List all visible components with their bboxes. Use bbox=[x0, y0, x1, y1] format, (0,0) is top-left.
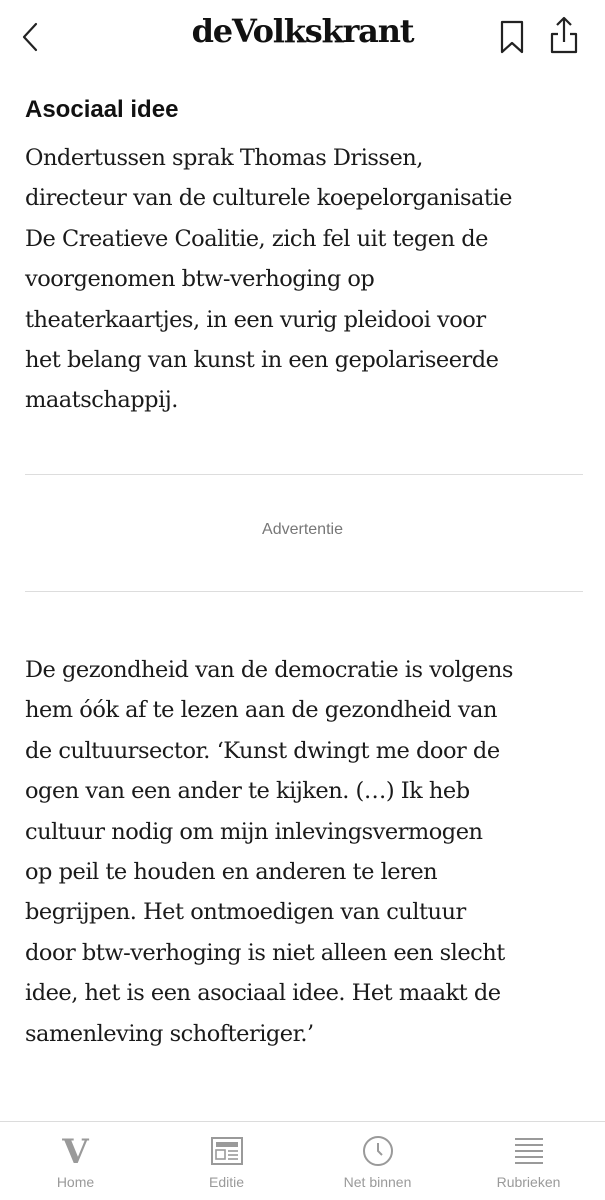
paragraph-line: begrijpen. Het ontmoedigen van cultuur bbox=[25, 899, 466, 926]
bottom-tab-bar bbox=[0, 1121, 605, 1200]
paragraph-line: samenleving schofteriger.’ bbox=[25, 1020, 314, 1047]
bookmark-icon bbox=[494, 16, 530, 56]
paragraph-line: Ondertussen sprak Thomas Drissen, bbox=[25, 145, 423, 171]
paragraph-line: directeur van de culturele koepelorganisatie bbox=[25, 185, 512, 212]
paragraph-line: het belang van kunst in een gepolariseerde bbox=[25, 347, 499, 374]
section-heading: Asociaal idee bbox=[25, 96, 179, 123]
list-icon bbox=[509, 1134, 549, 1168]
tab-rubrieken[interactable] bbox=[453, 1122, 604, 1200]
newspaper-icon bbox=[207, 1134, 247, 1168]
paragraph-line: door btw-verhoging is niet alleen een slecht bbox=[25, 939, 505, 966]
app-logo: deVolkskrant bbox=[191, 12, 414, 50]
paragraph-line: maatschappij. bbox=[25, 387, 178, 414]
paragraph-line: De gezondheid van de democratie is volgens bbox=[25, 657, 513, 683]
article-paragraph-2 bbox=[25, 650, 595, 1054]
tab-editie-label: Editie bbox=[208, 1174, 245, 1190]
paragraph-line: de cultuursector. ‘Kunst dwingt me door de bbox=[25, 737, 500, 764]
paragraph-line: cultuur nodig om mijn inlevingsvermogen bbox=[25, 818, 483, 845]
paragraph-line: hem óók af te lezen aan de gezondheid van bbox=[25, 697, 497, 724]
paragraph-line: ogen van een ander te kijken. (…) Ik heb bbox=[25, 778, 470, 805]
ad-divider-top bbox=[25, 474, 583, 475]
ad-divider-bottom bbox=[25, 591, 583, 592]
tab-editie[interactable] bbox=[151, 1122, 302, 1200]
tab-net-binnen[interactable] bbox=[302, 1122, 453, 1200]
article-paragraph-1 bbox=[25, 138, 595, 421]
paragraph-line: idee, het is een asociaal idee. Het maakt de bbox=[25, 980, 501, 1007]
volkskrant-v-icon: V bbox=[62, 1132, 89, 1172]
clock-icon bbox=[358, 1134, 398, 1168]
advertisement-label: Advertentie bbox=[262, 521, 343, 538]
paragraph-line: voorgenomen btw-verhoging op bbox=[25, 266, 375, 293]
paragraph-line: op peil te houden en anderen te leren bbox=[25, 859, 438, 886]
paragraph-line: theaterkaartjes, in een vurig pleidooi voor bbox=[25, 306, 486, 333]
share-icon bbox=[544, 12, 584, 56]
tab-rubrieken-label: Rubrieken bbox=[496, 1174, 561, 1190]
top-bar bbox=[0, 0, 605, 78]
paragraph-line: De Creatieve Coalitie, zich fel uit tegen de bbox=[25, 225, 488, 252]
tab-home-label: Home bbox=[56, 1174, 95, 1190]
share-button[interactable] bbox=[544, 12, 584, 56]
tab-home[interactable] bbox=[0, 1122, 151, 1200]
tab-net-binnen-label: Net binnen bbox=[343, 1174, 412, 1190]
bookmark-button[interactable] bbox=[494, 16, 530, 56]
